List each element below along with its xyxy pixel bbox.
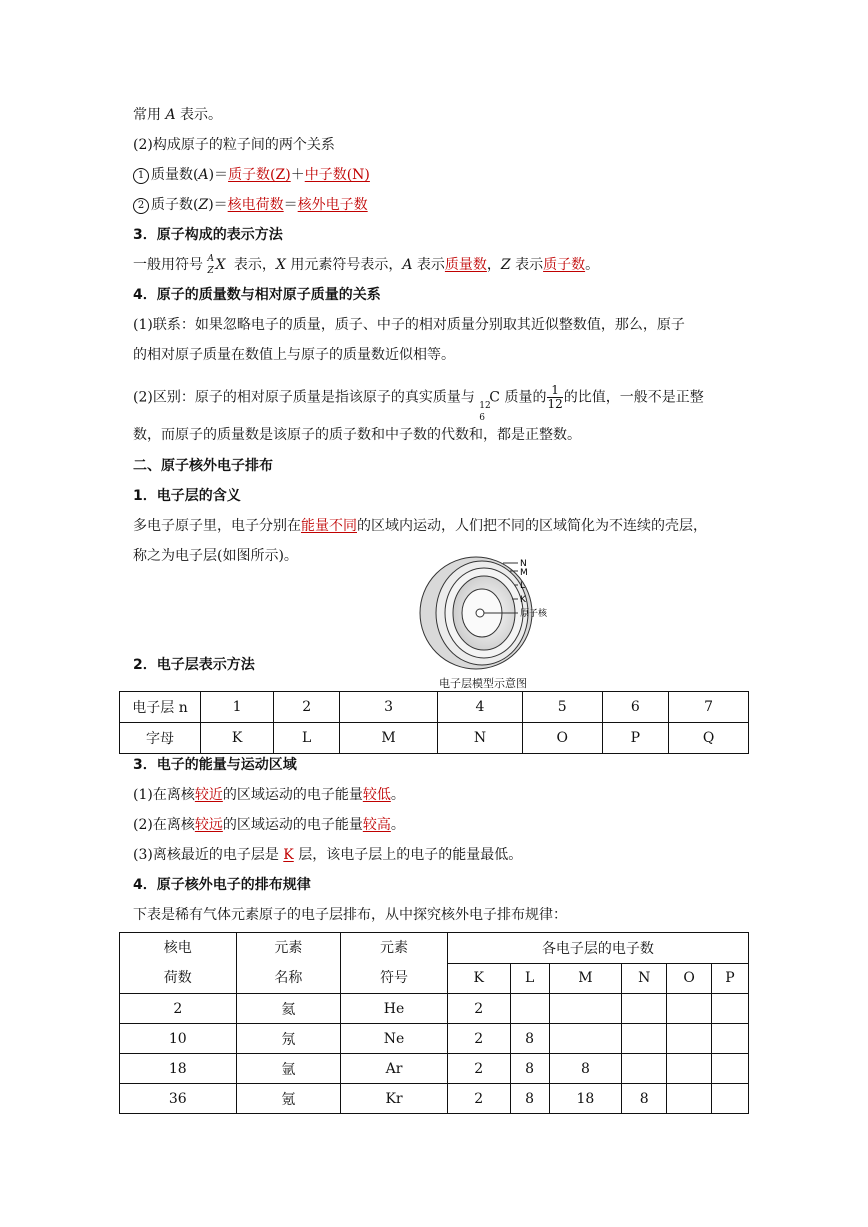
text: 常用 bbox=[133, 107, 166, 123]
noble-gas-table bbox=[119, 932, 749, 1114]
header-shell: L bbox=[510, 963, 549, 994]
table-cell: Kr bbox=[341, 1084, 448, 1114]
table-row bbox=[120, 692, 749, 723]
variable: X bbox=[275, 257, 286, 273]
table-cell: L bbox=[274, 723, 340, 754]
table-cell: 氦 bbox=[236, 994, 341, 1024]
text: (1)在离核 bbox=[133, 787, 195, 803]
table-cell: 3 bbox=[340, 692, 438, 723]
header-shell: K bbox=[447, 963, 510, 994]
circled-number: 2 bbox=[133, 198, 149, 214]
table-cell: 36 bbox=[120, 1084, 237, 1114]
header-text: 符号 bbox=[380, 970, 409, 986]
header-shell: M bbox=[549, 963, 622, 994]
table-cell: 7 bbox=[669, 692, 749, 723]
text: ， bbox=[486, 257, 501, 273]
table-cell: M bbox=[340, 723, 438, 754]
header-shell: P bbox=[712, 963, 749, 994]
table-cell: 4 bbox=[438, 692, 523, 723]
variable: Z bbox=[500, 257, 511, 273]
section-heading: 二、原子核外电子排布 bbox=[133, 458, 273, 474]
figure-caption: 电子层模型示意图 bbox=[439, 677, 527, 690]
circled-number: 1 bbox=[133, 168, 149, 184]
text-line: (2)构成原子的粒子间的两个关系 bbox=[133, 137, 335, 153]
table-cell: 18 bbox=[120, 1054, 237, 1084]
table-cell: 2 bbox=[447, 1024, 510, 1054]
text: 的比值，一般不是正整 bbox=[563, 389, 704, 406]
header-charge bbox=[120, 933, 237, 994]
table-cell: Ne bbox=[341, 1024, 448, 1054]
text: )＝ bbox=[208, 197, 228, 213]
text-line bbox=[133, 815, 405, 835]
text-line bbox=[133, 383, 704, 423]
table-cell: 氖 bbox=[236, 1024, 341, 1054]
table-row bbox=[120, 1024, 749, 1054]
table-cell: 8 bbox=[622, 1084, 667, 1114]
text: (2)在离核 bbox=[133, 817, 195, 833]
notation-line bbox=[133, 255, 599, 275]
text: 表示 bbox=[412, 257, 445, 273]
text-line: (1)联系：如果忽略电子的质量，质子、中子的相对质量分别取其近似整数值，那么，原子 bbox=[133, 317, 685, 333]
answer: 质量数 bbox=[444, 257, 487, 273]
denominator: 12 bbox=[547, 397, 563, 411]
text: 的区域内运动，人们把不同的区域简化为不连续的壳层， bbox=[357, 518, 707, 534]
heading: 3．电子的能量与运动区域 bbox=[133, 757, 297, 773]
label-n: N bbox=[520, 559, 527, 569]
text: 用元素符号表示， bbox=[285, 257, 403, 273]
text-line: 下表是稀有气体元素原子的电子层排布，从中探究核外电子排布规律： bbox=[133, 907, 567, 923]
answer: 核电荷数 bbox=[227, 197, 284, 213]
table-cell: N bbox=[438, 723, 523, 754]
text: 质子数( bbox=[151, 197, 199, 213]
table-cell: 2 bbox=[447, 1054, 510, 1084]
fraction bbox=[547, 384, 562, 411]
text: 。 bbox=[585, 257, 600, 273]
table-cell: 2 bbox=[120, 994, 237, 1024]
table-cell: 6 bbox=[602, 692, 669, 723]
atomic-subscript: Z bbox=[207, 266, 214, 276]
table-cell: He bbox=[341, 994, 448, 1024]
header-text: 元素 bbox=[274, 940, 303, 956]
table-cell: Ar bbox=[341, 1054, 448, 1084]
mass-superscript: A bbox=[207, 254, 214, 264]
text-line bbox=[133, 845, 522, 865]
text: ＋ bbox=[290, 167, 305, 183]
text-line: 称之为电子层(如图所示)。 bbox=[133, 548, 298, 564]
table-cell: O bbox=[522, 723, 602, 754]
table-cell: 18 bbox=[549, 1084, 622, 1114]
table-cell bbox=[712, 994, 749, 1024]
table-cell: 氪 bbox=[236, 1084, 341, 1114]
text: 多电子原子里，电子分别在 bbox=[133, 518, 301, 534]
table-cell bbox=[712, 1054, 749, 1084]
header-text: 元素 bbox=[380, 940, 409, 956]
table-head-cell: 字母 bbox=[120, 723, 201, 754]
atomic-subscript: 6 bbox=[479, 412, 486, 423]
variable: A bbox=[165, 107, 176, 123]
answer: 能量不同 bbox=[301, 518, 357, 534]
table-row bbox=[120, 1054, 749, 1084]
table-cell: K bbox=[201, 723, 274, 754]
text-line: 的相对原子质量在数值上与原子的质量数近似相等。 bbox=[133, 347, 455, 363]
label-nucleus: 原子核 bbox=[520, 609, 548, 619]
text-line: 数，而原子的质量数是该原子的质子数和中子数的代数和，都是正整数。 bbox=[133, 427, 581, 443]
heading: 3．原子构成的表示方法 bbox=[133, 227, 283, 243]
table-cell bbox=[549, 994, 622, 1024]
header-name bbox=[236, 933, 341, 994]
table-cell: 8 bbox=[510, 1054, 549, 1084]
table-cell bbox=[667, 994, 712, 1024]
text: 表示。 bbox=[175, 107, 223, 123]
answer: 中子数(N) bbox=[304, 167, 370, 183]
text: 的区域运动的电子能量 bbox=[222, 817, 363, 833]
label-l: L bbox=[520, 581, 526, 591]
answer: 较低 bbox=[362, 787, 391, 803]
header-symbol bbox=[341, 933, 448, 994]
table-cell bbox=[622, 1024, 667, 1054]
variable: A bbox=[402, 257, 413, 273]
table-row bbox=[120, 723, 749, 754]
label-m: M bbox=[520, 568, 528, 578]
shell-table bbox=[119, 691, 749, 754]
table-row bbox=[120, 994, 749, 1024]
text: 一般用符号 bbox=[133, 257, 208, 273]
table-cell bbox=[712, 1024, 749, 1054]
heading: 4．原子的质量数与相对原子质量的关系 bbox=[133, 287, 381, 303]
header-group: 各电子层的电子数 bbox=[447, 933, 748, 964]
table-cell bbox=[667, 1024, 712, 1054]
text: C 质量的 bbox=[489, 389, 547, 406]
text: )＝ bbox=[208, 167, 229, 183]
table-cell: 氩 bbox=[236, 1054, 341, 1084]
label-k: K bbox=[520, 595, 526, 605]
header-text: 核电 bbox=[163, 940, 192, 956]
table-cell: 8 bbox=[510, 1024, 549, 1054]
nucleus bbox=[476, 609, 484, 617]
table-cell bbox=[549, 1024, 622, 1054]
relation-mass-number bbox=[133, 165, 370, 185]
answer: 核外电子数 bbox=[297, 197, 368, 213]
text: 层，该电子层上的电子的能量最低。 bbox=[293, 847, 523, 863]
text: 。 bbox=[390, 817, 405, 833]
heading: 2．电子层表示方法 bbox=[133, 657, 255, 673]
text: 质量数( bbox=[151, 167, 199, 183]
nuclide-symbol: A Z X bbox=[207, 255, 229, 275]
heading: 4．原子核外电子的排布规律 bbox=[133, 877, 311, 893]
header-text: 名称 bbox=[274, 970, 303, 986]
table-cell: 8 bbox=[510, 1084, 549, 1114]
table-cell: 1 bbox=[201, 692, 274, 723]
table-cell bbox=[667, 1084, 712, 1114]
table-cell: 2 bbox=[447, 994, 510, 1024]
text: 的区域运动的电子能量 bbox=[222, 787, 363, 803]
table-cell: Q bbox=[669, 723, 749, 754]
text: (2)区别：原子的相对原子质量是指该原子的真实质量与 bbox=[133, 389, 480, 406]
header-shell: O bbox=[667, 963, 712, 994]
text: 表示 bbox=[510, 257, 544, 273]
table-cell: 2 bbox=[447, 1084, 510, 1114]
text-line bbox=[133, 785, 405, 805]
mass-superscript: 12 bbox=[479, 400, 491, 411]
table-cell: 8 bbox=[549, 1054, 622, 1084]
text: ＝ bbox=[283, 197, 298, 213]
answer: 较远 bbox=[194, 817, 223, 833]
answer: 质子数 bbox=[543, 257, 586, 273]
answer: K bbox=[283, 847, 294, 863]
numerator: 1 bbox=[547, 384, 562, 398]
heading: 1．电子层的含义 bbox=[133, 488, 241, 504]
table-cell bbox=[622, 994, 667, 1024]
header-shell: N bbox=[622, 963, 667, 994]
table-cell bbox=[510, 994, 549, 1024]
table-cell: 5 bbox=[522, 692, 602, 723]
variable: Z bbox=[198, 197, 209, 213]
answer: 较近 bbox=[194, 787, 223, 803]
relation-proton-number bbox=[133, 195, 368, 215]
table-cell: P bbox=[602, 723, 669, 754]
table-cell bbox=[622, 1054, 667, 1084]
text: 表示， bbox=[229, 257, 276, 273]
header-text: 荷数 bbox=[163, 970, 192, 986]
text-line bbox=[133, 105, 222, 125]
answer: 质子数(Z) bbox=[228, 167, 291, 183]
table-cell: 2 bbox=[274, 692, 340, 723]
table-cell bbox=[712, 1084, 749, 1114]
text-line bbox=[133, 516, 707, 536]
table-row bbox=[120, 1084, 749, 1114]
electron-shell-figure bbox=[418, 553, 568, 693]
text: (3)离核最近的电子层是 bbox=[133, 847, 284, 863]
table-header-row bbox=[120, 933, 749, 964]
table-cell bbox=[667, 1054, 712, 1084]
answer: 较高 bbox=[362, 817, 391, 833]
text: 。 bbox=[390, 787, 405, 803]
table-cell: 10 bbox=[120, 1024, 237, 1054]
table-head-cell: 电子层 n bbox=[120, 692, 201, 723]
variable: A bbox=[198, 167, 209, 183]
